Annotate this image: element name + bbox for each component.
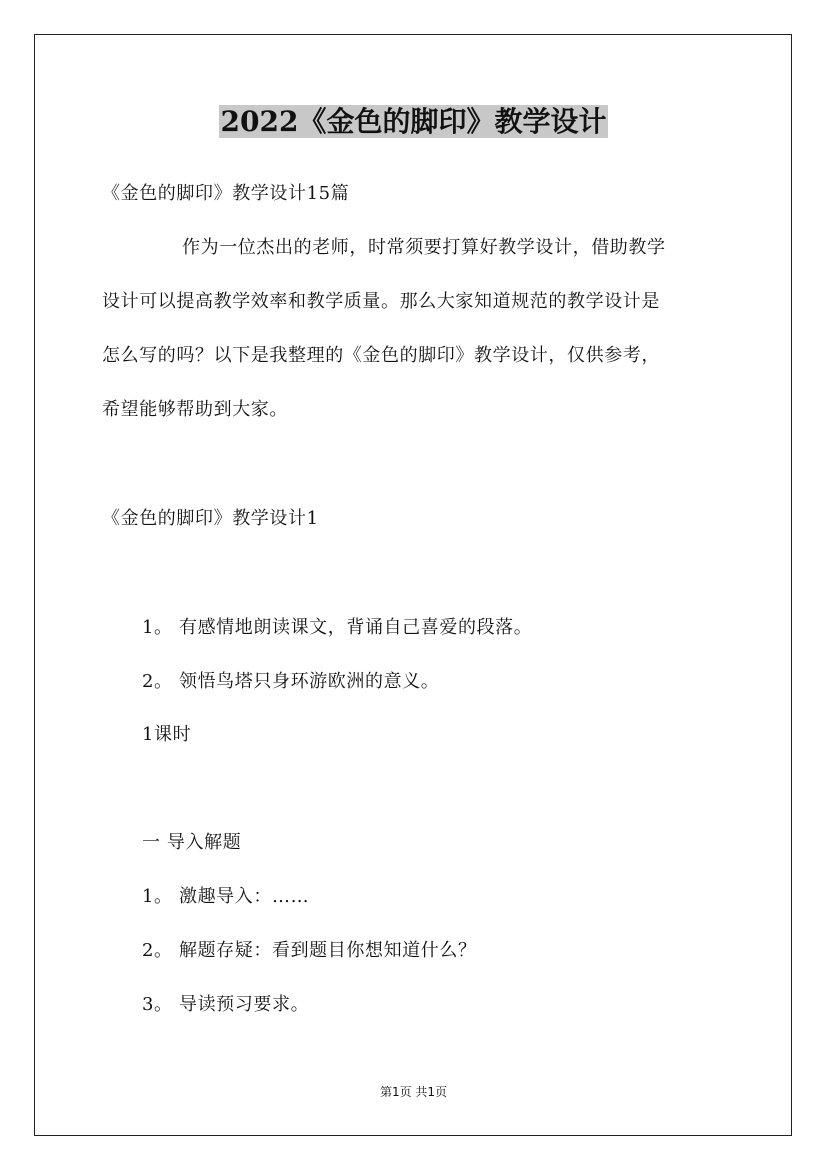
- page-number: 第1页 共1页: [379, 1085, 448, 1099]
- step-item-2: 2。 解题存疑：看到题目你想知道什么？: [142, 940, 477, 961]
- section-heading: 《金色的脚印》教学设计1: [102, 508, 319, 529]
- document-title: [0, 100, 827, 144]
- duration-text: 1课时: [142, 724, 192, 745]
- intro-line-4: 希望能够帮助到大家。: [102, 399, 288, 420]
- step-heading: 一 导入解题: [142, 832, 242, 853]
- objective-item-1: 1。 有感情地朗读课文，背诵自己喜爱的段落。: [142, 617, 533, 638]
- step-item-1: 1。 激趣导入：……: [142, 886, 310, 907]
- intro-line-3: 怎么写的吗？以下是我整理的《金色的脚印》教学设计，仅供参考，: [102, 345, 660, 366]
- objective-item-2: 2。 领悟鸟塔只身环游欧洲的意义。: [142, 671, 440, 692]
- step-item-3: 3。 导读预习要求。: [142, 994, 310, 1015]
- document-title-text: 2022《金色的脚印》教学设计: [220, 105, 607, 138]
- intro-line-2: 设计可以提高教学效率和教学质量。那么大家知道规范的教学设计是: [102, 291, 660, 312]
- page-footer: [0, 1084, 827, 1100]
- document-subtitle: 《金色的脚印》教学设计15篇: [102, 183, 350, 204]
- intro-line-1: 作为一位杰出的老师，时常须要打算好教学设计，借助教学: [182, 237, 666, 258]
